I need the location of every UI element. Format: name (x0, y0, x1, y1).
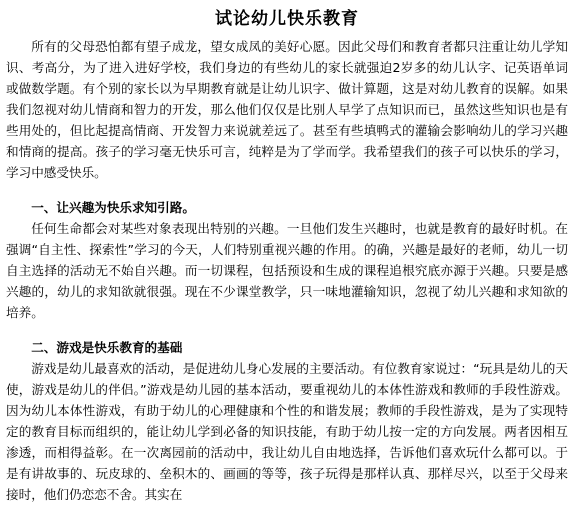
section-body-interest: 任何生命都会对某些对象表现出特别的兴趣。一旦他们发生兴趣时，也就是教育的最好时机。在强调“自主性、探索性”学习的今天，人们特别重视兴趣的作用。的确，兴趣是最好的老师，幼儿一切自主选择的活动无不始自兴趣。而一切课程，包括预设和生成的课程追根究底亦源于兴趣。只要是感兴趣的，幼儿的求知欲就很强。现在不少课堂教学，只一味地灌输知识，忽视了幼儿兴趣和求知欲的培养。 (6, 221, 568, 320)
section-heading-games: 二、游戏是快乐教育的基础 (31, 340, 183, 355)
section-spacer (6, 183, 568, 197)
document-title: 试论幼儿快乐教育 (215, 9, 359, 29)
section-body-games: 游戏是幼儿最喜欢的活动，是促进幼儿身心发展的主要活动。有位教育家说过：“玩具是幼儿的天使，游戏是幼儿的伴侣。”游戏是幼儿园的基本活动，要重视幼儿的本体性游戏和教师的手段性游戏。因为幼儿本体性游戏，有助于幼儿的心理健康和个性的和谐发展；教师的手段性游戏，是为了实现特定的教育目标而组织的，能让幼儿学到必备的知识技能，有助于幼儿按一定的方向发展。两者因相互渗透，而相得益彰。在一次离园前的活动中，我让幼儿自由地选择，告诉他们喜欢玩什么都可以。于是有讲故事的、玩皮球的、垒积木的、画画的等等，孩子玩得是那样认真、那样尽兴，以至于父母来接时，他们仍恋恋不舍。其实在 (6, 361, 568, 502)
intro-paragraph: 所有的父母恐怕都有望子成龙，望女成凤的美好心愿。因此父母们和教育者都只注重让幼儿学知识、考高分，为了进入进好学校，我们身边的有些幼儿的家长就强迫2岁多的幼儿认字、记英语单词或做数学题。有个别的家长以为早期教育就是让幼儿识字、做计算题，这是对幼儿教育的误解。如果我们忽视对幼儿情商和智力的开发，那么他们仅仅是比别人早学了点知识而已，虽然这些知识也是有些用处的，但比起提高情商、开发智力来说就差远了。甚至有些填鸭式的灌输会影响幼儿的学习兴趣和情商的提高。孩子的学习毫无快乐可言，纯粹是为了学而学。我希望我们的孩子可以快乐的学习，学习中感受快乐。 (6, 39, 568, 180)
section-spacer (6, 323, 568, 337)
section-heading-interest: 一、让兴趣为快乐求知引路。 (31, 200, 195, 215)
